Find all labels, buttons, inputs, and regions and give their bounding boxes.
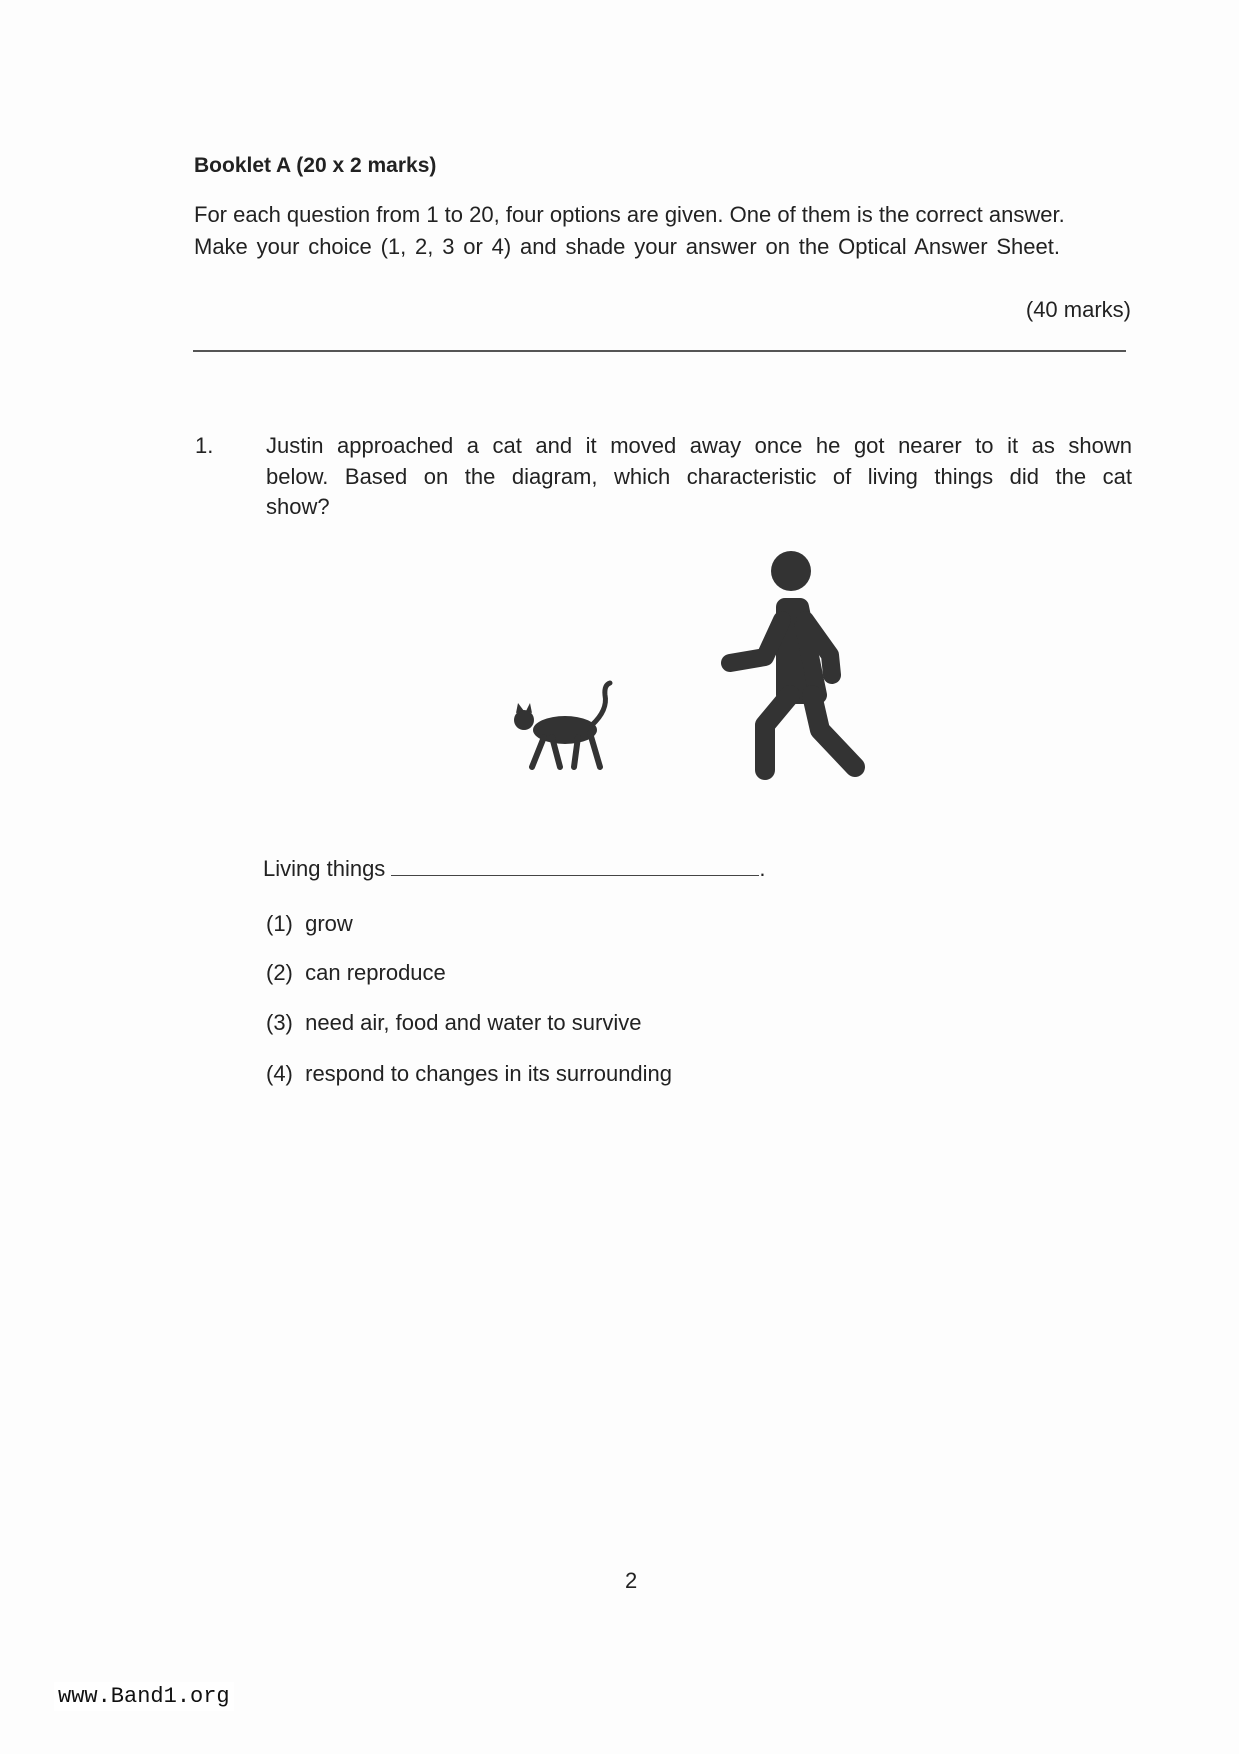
question-number: 1. — [195, 433, 214, 458]
question-line-1: Justin approached a cat and it moved away once he got nearer to it as shown — [266, 433, 1132, 458]
footer-watermark: www.Band1.org — [54, 1682, 234, 1711]
person-icon — [730, 551, 855, 770]
instruction-line-1: For each question from 1 to 20, four options are given. One of them is the correct answer. — [194, 202, 1065, 227]
section-title: Booklet A (20 x 2 marks) — [194, 154, 437, 177]
option-number: (4) — [266, 1061, 293, 1086]
stem-end: . — [759, 856, 766, 881]
option-3[interactable] — [266, 1010, 641, 1036]
cat-and-person-diagram — [500, 545, 900, 785]
option-text: respond to changes in its surrounding — [305, 1061, 673, 1086]
cat-icon — [514, 683, 610, 767]
option-number: (2) — [266, 960, 293, 985]
answer-stem — [263, 856, 765, 882]
option-1[interactable] — [266, 911, 353, 937]
option-number: (1) — [266, 911, 293, 936]
option-4[interactable] — [266, 1061, 672, 1087]
instruction-line-2: Make your choice (1, 2, 3 or 4) and shade your answer on the Optical Answer Sheet. — [194, 234, 1060, 259]
question-line-3: show? — [266, 494, 330, 519]
option-text: need air, food and water to survive — [305, 1010, 642, 1035]
stem-text: Living things — [263, 856, 386, 881]
option-number: (3) — [266, 1010, 293, 1035]
question-line-2: below. Based on the diagram, which characteristic of living things did the cat — [266, 464, 1132, 489]
option-text: can reproduce — [305, 960, 446, 985]
option-text: grow — [305, 911, 353, 936]
option-2[interactable] — [266, 960, 446, 986]
page-number: 2 — [625, 1568, 638, 1593]
answer-blank — [391, 875, 759, 876]
divider — [193, 350, 1126, 352]
total-marks: (40 marks) — [1025, 297, 1131, 322]
